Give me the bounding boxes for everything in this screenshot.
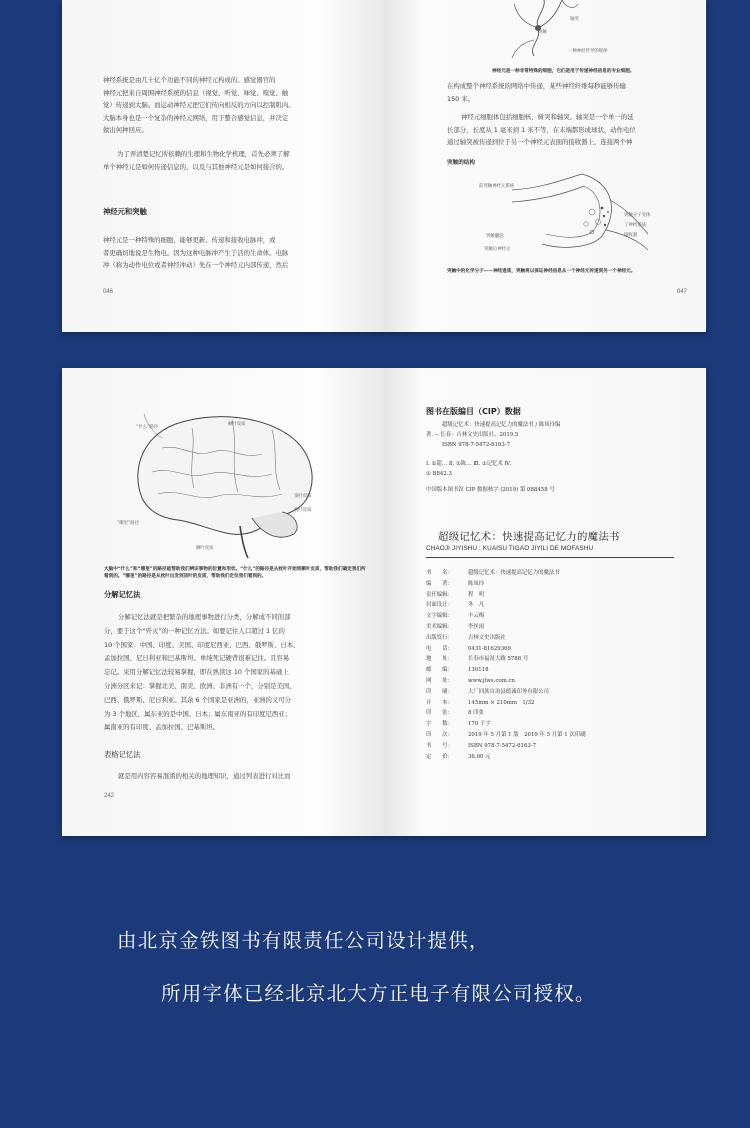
info-key: 定 价： [426,753,453,760]
label-temporal: 颞叶皮质 [196,546,214,551]
page-number: 046 [103,289,114,295]
info-row [426,741,586,752]
info-row [426,687,586,698]
info-value: 2019 年 5 月第 1 版 2019 年 5 月第 1 次印刷 [468,731,586,738]
info-row [426,730,586,741]
label-receiver: 接收器 [624,233,638,238]
info-row [426,633,586,644]
info-value: 8 印张 [468,710,484,717]
label-postsynaptic: 突触后神经元 [484,247,511,252]
info-value: 陈凤玲 [468,580,485,587]
info-value: ISBN 978-7-5472-6163-7 [468,742,537,749]
figure-caption-brain: 大脑中“什么”和“哪里”的路径能帮助我们辨识事物的位置和形状。“什么”的路径是从枕叶开始到颞叶皮质，帮助我们确定我们所看到的。“哪里”的路径是从枕叶出发到顶叶的皮质，帮助我们定位我们看到的。 [104,567,366,579]
info-value: 大厂回族自治县德诚印务有限公司 [468,688,549,695]
info-value: 超级记忆术：快速提高记忆力的魔法书 [468,570,560,576]
info-row [426,719,586,730]
cip-line-1: 超级记忆术：快速提高记忆力的魔法书 / 陈凤玲编 [442,422,561,428]
info-row [426,665,586,676]
label-conduction: 一种神经传导的规律 [568,49,608,54]
paragraph-decomposition: 分解记忆法就是把繁杂的地理事物进行分类，分解成不同的部 分，要于这个“歼灭”的一种记忆方法。如要记住人口超过 1 亿的 10 个国家：中国、印度、美国、印度尼西亚、巴西、俄罗斯、日本、 孟加拉国、尼日利亚和巴基斯坦。单纯死记硬背很难记住。且容易 忘记。采用分解记忆法较易掌握，即在熟读这 10 个国家的基础上 分洲分区来记：掌握北美、南美、欧洲、非洲有一个，分别是美国、 巴西、俄罗斯、尼日利亚。其余 6 个国家是亚洲的，亚洲的又可分 为 3 个地区，属东亚的是中国、日本；属东南亚的有印度尼西亚； 属南亚的有印度、孟加拉国、巴基斯坦。 [104,613,300,732]
divider-rule [426,557,674,558]
info-value: 程 明 [468,591,485,598]
section-heading-neuron-synapse: 神经元和突触 [103,207,147,216]
info-row [426,752,586,763]
page-047 [384,0,706,332]
info-key: 开 本： [426,699,453,706]
info-key: 美术编辑： [426,623,453,630]
footer-credit-line-1: 由北京金铁图书有限责任公司设计提供， [117,929,490,952]
info-key: 出版发行： [426,634,453,641]
info-value: 冬 凡 [468,602,485,609]
info-value: www.jlws.com.cn [468,677,515,684]
footer-credit-line-2: 所用字体已经北京北大方正电子有限公司授权。 [161,982,596,1005]
info-row [426,644,586,655]
cip-title: 图书在版编目（CIP）数据 [426,407,521,416]
info-key: 印 刷： [426,688,453,695]
info-value: 145mm × 210mm 1/32 [468,699,535,706]
page-copyright [384,368,706,836]
info-key: 网 址： [426,677,453,684]
label-neurotransmitter: 了神经递质 [624,223,646,228]
page-242 [62,368,384,836]
info-key: 地 址： [426,656,453,663]
label-where-pathway: “哪里”路径 [117,521,140,526]
info-key: 字 数： [426,721,453,728]
info-key: 封面设计： [426,602,453,609]
label-parietal: 顶叶皮质 [294,494,312,499]
book-title: 超级记忆术：快速提高记忆力的魔法书 [438,531,620,543]
cip-line-2: 著. -- 长春：吉林文史出版社，2019.5 [426,432,519,438]
info-key: 责任编辑： [426,591,453,598]
cip-record: 中国版本图书馆 CIP 数据核字 (2019) 第 088458 号 [426,487,555,493]
paragraph-table-method: 就是用内容容易混淆的相关的地理知识，通过列表进行对比而 [118,772,291,780]
info-key: 文字编辑： [426,613,453,620]
info-key: 印 次： [426,731,453,738]
paragraph-nervous-system: 神经系统是由几十亿个功能不同的神经元构成的。感觉器官的 神经元把来自周围神经系统的信息（视觉、听觉、味觉、嗅觉、触 觉）传递到大脑。而运动神经元把它们传向相反的方向以控制肌肉。 大脑本身也是一个复杂的神经元网络，用于整合感觉信息，并决定 做出何种回应。 [103,76,295,135]
info-key: 电 话： [426,645,453,652]
brain-illustration [122,408,322,558]
label-axon: 轴突 [570,17,579,22]
info-value: 36.00 元 [468,753,491,760]
info-value: 吉林文史出版社 [468,634,506,641]
label-presynaptic: 前突触神经元系统 [479,184,515,189]
figure-caption-neuron: 神经元是一种非常特殊的细胞，它们是用于传递神经信息的专业细胞。 [492,69,635,74]
info-row [426,654,586,665]
publication-info [426,568,586,762]
info-value: 0431-81629369 [468,645,511,652]
label-what-pathway: “什么”路径 [136,425,159,430]
book-spread-top [62,0,707,332]
info-row [426,708,586,719]
book-spread-bottom [62,368,707,836]
label-dendrite: 突触 [538,30,547,35]
page-number: 047 [677,289,688,295]
paragraph-neuron-mechanism: 为了弄清楚记忆所依赖的生理和生物化学机理，首先必须了解 单个神经元是如何传递信息的，以及与其他神经元是如何接合的。 [103,150,290,171]
info-value: 长春市福祉大路 5788 号 [468,656,529,663]
info-row [426,676,586,687]
info-row [426,579,586,590]
label-receptor: 突触分子受体 [624,213,651,218]
paragraph-neuron-definition: 神经元是一种特殊的细胞，能够更新、传递和接收电脉冲，或 者更确切地说是生物电。因为这种电脉冲产生于活的生命体。电脉 冲（称为动作电位或者神经冲动）先在一个神经元内部传递，然后 [103,236,289,270]
section-heading-decomposition: 分解记忆法 [104,590,141,599]
figure-caption-synapse: 突触中的化学分子——神经递质，突触将以保证神经信息从一个神经元传递到另一个神经元。 [447,269,636,274]
info-value: 丰云梅 [468,613,485,620]
info-key: 书 名： [426,570,453,576]
section-heading-table: 表格记忆法 [104,750,141,759]
info-row [426,568,586,579]
info-key: 邮 编： [426,667,453,674]
label-vesicle: 突触囊泡 [486,234,504,239]
info-row [426,622,586,633]
info-row [426,698,586,709]
page-046 [62,0,384,332]
info-key: 书 号： [426,742,453,749]
info-row [426,611,586,622]
figure-title-synapse: 突触的结构 [447,160,475,166]
info-row [426,600,586,611]
info-value: 130118 [468,667,489,674]
info-key: 印 张： [426,710,453,717]
cip-class-line-1: Ⅰ. ①超… Ⅱ. ①陈… Ⅲ. ①记忆术 Ⅳ. [426,461,512,467]
book-title-pinyin: CHAOJI JIYISHU : KUAISU TIGAO JIYILI DE MOFASHU [426,545,594,552]
cip-line-3: ISBN 978-7-5472-6163-7 [442,442,511,448]
info-value: 170 千字 [468,721,491,728]
paragraph-cell-body: 神经元细胞体包括细胞核、树突和轴突。轴突是一个单一的延 长部分，长度从 1 毫米到 1 米不等，在末端都形成球状，动作电位 通过轴突被传递到位于另一个神经元表面的接收器上，连接两个神 [447,113,636,147]
label-occipital: 枕叶皮质 [294,508,312,513]
info-key: 编 著： [426,580,453,587]
info-value: 李丝雨 [468,623,485,630]
info-row [426,590,586,601]
cip-class-line-2: ① B842.3 [426,471,452,477]
label-frontal: 额叶皮质 [228,422,246,427]
page-number: 242 [104,793,115,799]
paragraph-transmission: 在构成整个神经系统的网络中传递，某些神经纤维每秒能够传输 150 米。 [447,82,626,103]
